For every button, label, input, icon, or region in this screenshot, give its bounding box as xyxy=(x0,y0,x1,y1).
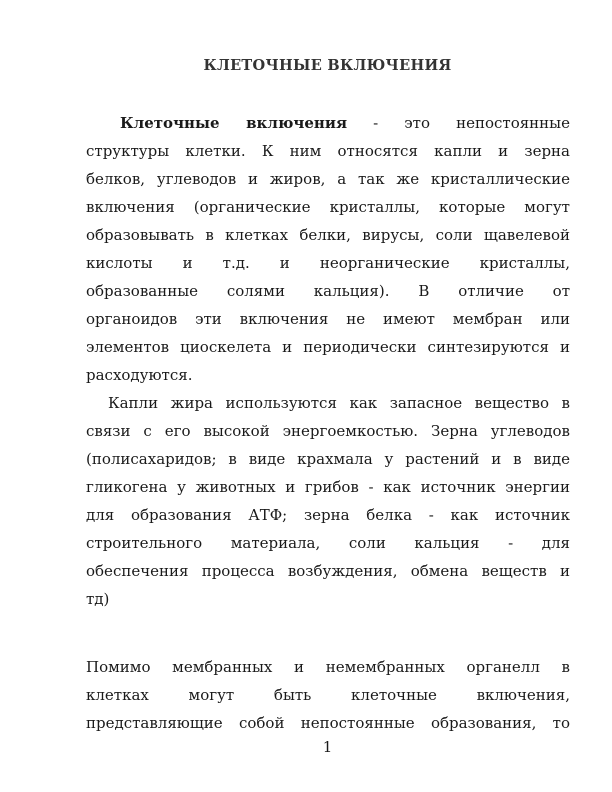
paragraph-2-line: строительного материала, соли кальция - для xyxy=(86,534,570,552)
paragraph-1-line: белков, углеводов и жиров, а так же кристаллические xyxy=(86,170,570,188)
page-number: 1 xyxy=(322,738,333,756)
paragraph-2-line: гликогена у животных и грибов - как источник энергии xyxy=(86,478,570,496)
paragraph-2-last-line: тд) xyxy=(86,590,110,608)
paragraph-3-line: представляющие собой непостоянные образования, то xyxy=(86,714,570,732)
paragraph-3-line: Помимо мембранных и немембранных органелл в xyxy=(86,658,570,676)
paragraph-2-line: для образования АТФ; зерна белка - как источник xyxy=(86,506,570,524)
paragraph-2-line: (полисахаридов; в виде крахмала у растений и в виде xyxy=(86,450,570,468)
paragraph-1-line: кислоты и т.д. и неорганические кристаллы, xyxy=(86,254,570,272)
paragraph-1-line: органоидов эти включения не имеют мембран или xyxy=(86,310,570,328)
paragraph-1 xyxy=(86,109,570,389)
document-title: КЛЕТОЧНЫЕ ВКЛЮЧЕНИЯ xyxy=(203,57,452,74)
paragraph-1-last-line: расходуются. xyxy=(86,366,193,384)
paragraph-2-line: Капли жира используются как запасное вещество в xyxy=(108,394,570,412)
paragraph-2-line: связи с его высокой энергоемкостью. Зерна углеводов xyxy=(86,422,570,440)
paragraph-3-line: клетках могут быть клеточные включения, xyxy=(86,686,570,704)
term-highlight: Клеточные включения xyxy=(120,114,348,132)
paragraph-1-line-1 xyxy=(86,109,570,137)
paragraph-1-line: образовывать в клетках белки, вирусы, соли щавелевой xyxy=(86,226,570,244)
paragraph-1-line: образованные солями кальция). В отличие от xyxy=(86,282,570,300)
paragraph-2-line: обеспечения процесса возбуждения, обмена веществ и xyxy=(86,562,570,580)
paragraph-1-line: включения (органические кристаллы, которые могут xyxy=(86,198,570,216)
paragraph-1-line: структуры клетки. К ним относятся капли и зерна xyxy=(86,142,570,160)
paragraph-3 xyxy=(86,653,570,737)
paragraph-1-line: элементов циоскелета и периодически синтезируются и xyxy=(86,338,570,356)
paragraph-2 xyxy=(86,389,570,613)
paragraph-1-first-line-rest: - это непостоянные xyxy=(347,114,570,132)
